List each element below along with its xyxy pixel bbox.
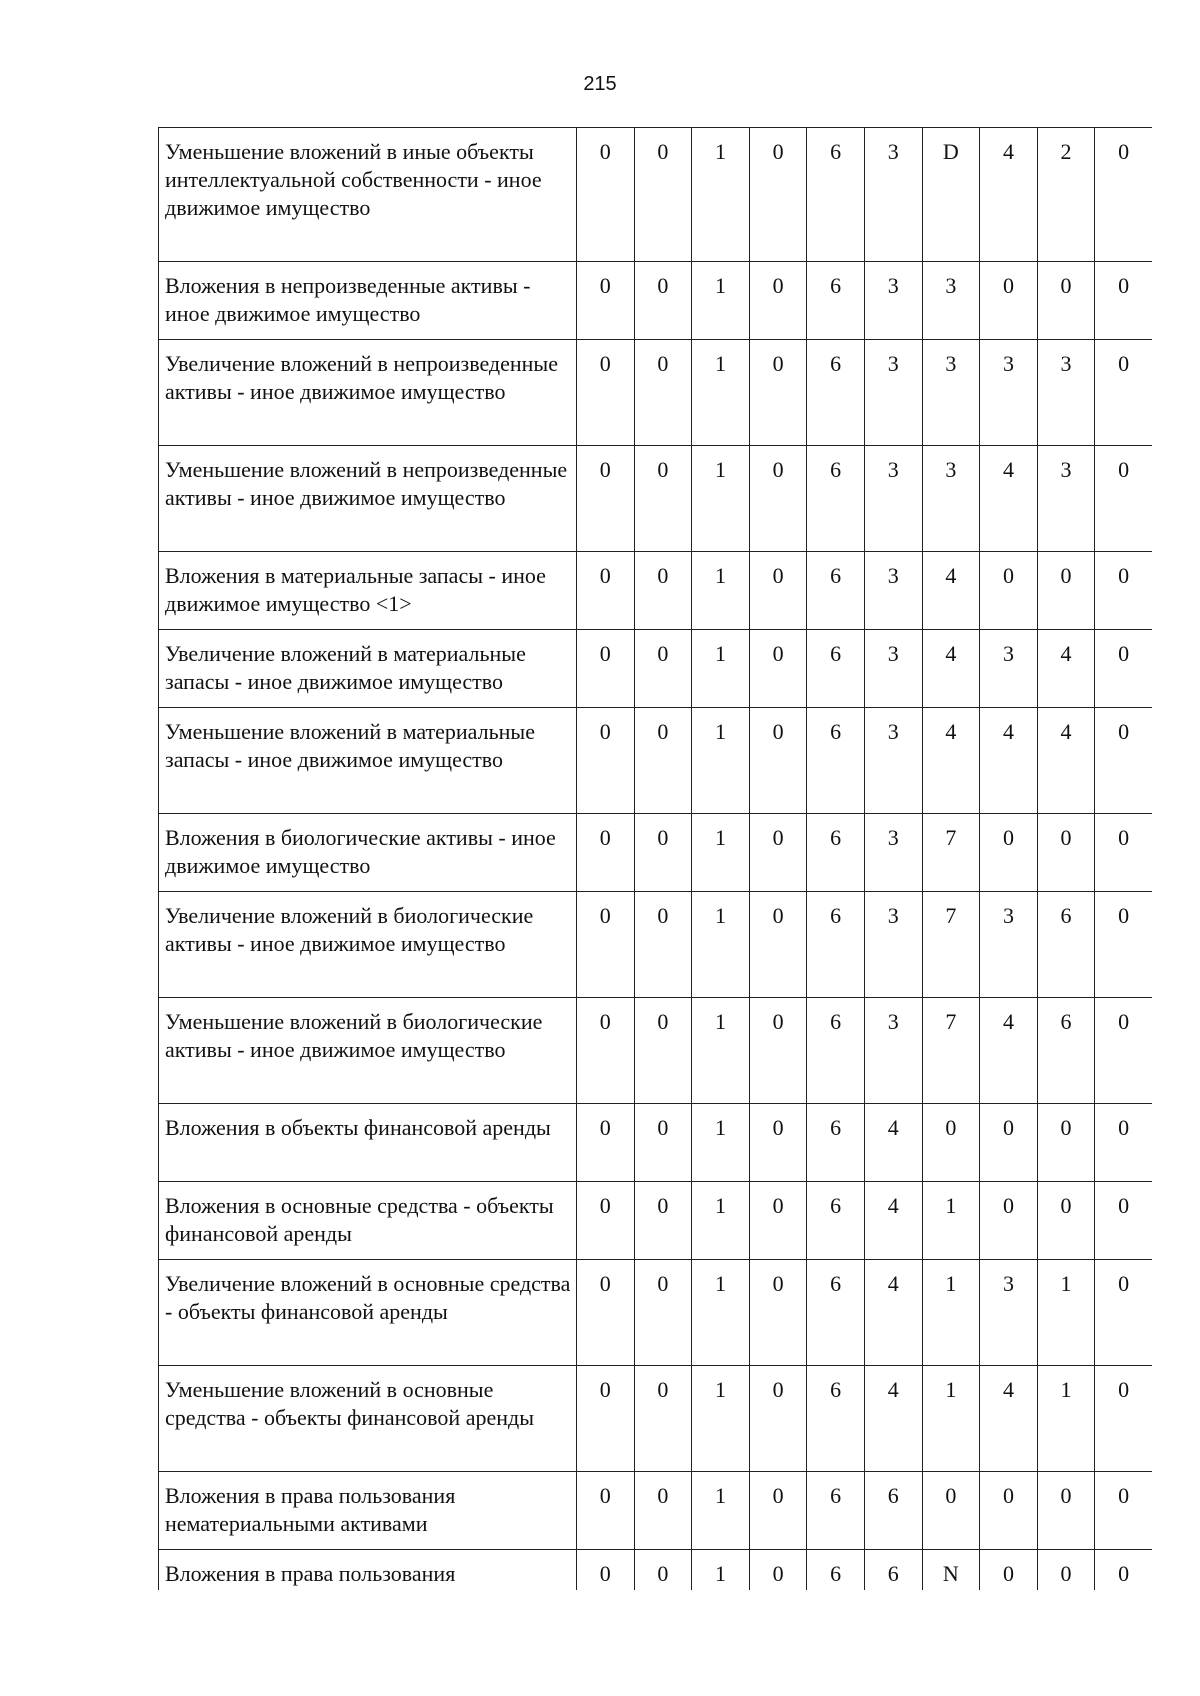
table-row (159, 1104, 1153, 1182)
code-digit-3: 1 (692, 1260, 750, 1366)
table-row (159, 1260, 1153, 1366)
code-digit-5: 6 (807, 708, 865, 814)
code-digit-9: 0 (1037, 814, 1095, 892)
code-digit-4: 0 (749, 128, 807, 262)
code-digit-8: 3 (980, 340, 1038, 446)
code-digit-7: 0 (922, 1472, 980, 1550)
code-digit-6: 3 (864, 998, 922, 1104)
code-digit-7: 7 (922, 814, 980, 892)
code-digit-8: 4 (980, 998, 1038, 1104)
code-digit-5: 6 (807, 128, 865, 262)
code-digit-2: 0 (634, 552, 692, 630)
code-digit-3: 1 (692, 998, 750, 1104)
code-digit-7: 0 (922, 1104, 980, 1182)
code-digit-9: 1 (1037, 1260, 1095, 1366)
code-digit-6: 3 (864, 708, 922, 814)
table-row (159, 262, 1153, 340)
code-digit-2: 0 (634, 708, 692, 814)
row-description: Уменьшение вложений в иные объекты интеллектуальной собственности - иное движимое имущество (159, 128, 577, 262)
code-digit-9: 0 (1037, 1104, 1095, 1182)
code-digit-4: 0 (749, 1260, 807, 1366)
code-digit-10: 0 (1095, 262, 1152, 340)
code-digit-3: 1 (692, 1104, 750, 1182)
table-row (159, 1472, 1153, 1550)
row-description: Вложения в биологические активы - иное движимое имущество (159, 814, 577, 892)
code-digit-2: 0 (634, 998, 692, 1104)
code-digit-5: 6 (807, 262, 865, 340)
code-digit-1: 0 (577, 1550, 635, 1591)
code-digit-6: 3 (864, 446, 922, 552)
code-digit-9: 0 (1037, 1550, 1095, 1591)
code-digit-7: 3 (922, 446, 980, 552)
code-digit-6: 3 (864, 892, 922, 998)
code-digit-5: 6 (807, 1550, 865, 1591)
row-description: Уменьшение вложений в непроизведенные активы - иное движимое имущество (159, 446, 577, 552)
code-digit-5: 6 (807, 1366, 865, 1472)
code-digit-9: 3 (1037, 446, 1095, 552)
account-codes-table (158, 127, 1152, 1590)
code-digit-3: 1 (692, 892, 750, 998)
code-digit-9: 1 (1037, 1366, 1095, 1472)
table-row (159, 1550, 1153, 1591)
code-digit-10: 0 (1095, 552, 1152, 630)
code-digit-8: 4 (980, 1366, 1038, 1472)
code-digit-3: 1 (692, 446, 750, 552)
code-digit-2: 0 (634, 262, 692, 340)
code-digit-4: 0 (749, 1472, 807, 1550)
code-digit-9: 0 (1037, 1182, 1095, 1260)
code-digit-5: 6 (807, 1472, 865, 1550)
code-digit-6: 3 (864, 340, 922, 446)
row-description: Уменьшение вложений в основные средства - объекты финансовой аренды (159, 1366, 577, 1472)
code-digit-2: 0 (634, 340, 692, 446)
table-row (159, 630, 1153, 708)
code-digit-8: 0 (980, 814, 1038, 892)
code-digit-2: 0 (634, 1472, 692, 1550)
code-digit-8: 0 (980, 262, 1038, 340)
code-digit-1: 0 (577, 262, 635, 340)
code-digit-7: 1 (922, 1260, 980, 1366)
code-digit-1: 0 (577, 552, 635, 630)
code-digit-5: 6 (807, 998, 865, 1104)
code-digit-9: 0 (1037, 1472, 1095, 1550)
code-digit-8: 3 (980, 1260, 1038, 1366)
table-row (159, 892, 1153, 998)
row-description: Увеличение вложений в биологические активы - иное движимое имущество (159, 892, 577, 998)
table-body (159, 128, 1153, 1591)
code-digit-9: 3 (1037, 340, 1095, 446)
code-digit-8: 4 (980, 446, 1038, 552)
code-digit-7: 3 (922, 340, 980, 446)
code-digit-10: 0 (1095, 128, 1152, 262)
code-digit-10: 0 (1095, 1260, 1152, 1366)
row-description: Вложения в объекты финансовой аренды (159, 1104, 577, 1182)
code-digit-9: 0 (1037, 262, 1095, 340)
code-digit-7: D (922, 128, 980, 262)
code-digit-4: 0 (749, 630, 807, 708)
code-digit-9: 6 (1037, 892, 1095, 998)
code-digit-5: 6 (807, 1104, 865, 1182)
code-digit-3: 1 (692, 1472, 750, 1550)
table-row (159, 446, 1153, 552)
code-digit-8: 0 (980, 1104, 1038, 1182)
code-digit-7: 3 (922, 262, 980, 340)
code-digit-4: 0 (749, 814, 807, 892)
code-digit-10: 0 (1095, 998, 1152, 1104)
code-digit-3: 1 (692, 552, 750, 630)
code-digit-2: 0 (634, 1260, 692, 1366)
code-digit-9: 0 (1037, 552, 1095, 630)
row-description: Увеличение вложений в основные средства - объекты финансовой аренды (159, 1260, 577, 1366)
table-row (159, 708, 1153, 814)
row-description: Увеличение вложений в непроизведенные активы - иное движимое имущество (159, 340, 577, 446)
code-digit-6: 6 (864, 1550, 922, 1591)
code-digit-9: 6 (1037, 998, 1095, 1104)
code-digit-10: 0 (1095, 340, 1152, 446)
code-digit-3: 1 (692, 128, 750, 262)
code-digit-4: 0 (749, 1550, 807, 1591)
code-digit-3: 1 (692, 1182, 750, 1260)
code-digit-4: 0 (749, 340, 807, 446)
code-digit-1: 0 (577, 1260, 635, 1366)
row-description: Вложения в материальные запасы - иное движимое имущество <1> (159, 552, 577, 630)
row-description: Вложения в непроизведенные активы - иное движимое имущество (159, 262, 577, 340)
code-digit-3: 1 (692, 340, 750, 446)
code-digit-3: 1 (692, 1550, 750, 1591)
code-digit-8: 0 (980, 552, 1038, 630)
code-digit-5: 6 (807, 446, 865, 552)
code-digit-10: 0 (1095, 446, 1152, 552)
table-row (159, 1366, 1153, 1472)
code-digit-2: 0 (634, 814, 692, 892)
code-digit-8: 0 (980, 1182, 1038, 1260)
code-digit-6: 3 (864, 814, 922, 892)
code-digit-4: 0 (749, 892, 807, 998)
row-description: Уменьшение вложений в биологические активы - иное движимое имущество (159, 998, 577, 1104)
code-digit-2: 0 (634, 630, 692, 708)
code-digit-3: 1 (692, 814, 750, 892)
code-digit-1: 0 (577, 630, 635, 708)
code-digit-1: 0 (577, 892, 635, 998)
code-digit-10: 0 (1095, 892, 1152, 998)
account-codes-table-container (158, 127, 1152, 1590)
code-digit-7: 4 (922, 552, 980, 630)
code-digit-2: 0 (634, 1104, 692, 1182)
code-digit-1: 0 (577, 1472, 635, 1550)
code-digit-4: 0 (749, 708, 807, 814)
code-digit-5: 6 (807, 892, 865, 998)
code-digit-6: 4 (864, 1366, 922, 1472)
code-digit-7: N (922, 1550, 980, 1591)
code-digit-1: 0 (577, 998, 635, 1104)
code-digit-10: 0 (1095, 1550, 1152, 1591)
code-digit-1: 0 (577, 446, 635, 552)
code-digit-5: 6 (807, 340, 865, 446)
code-digit-4: 0 (749, 1366, 807, 1472)
code-digit-9: 4 (1037, 708, 1095, 814)
code-digit-7: 4 (922, 630, 980, 708)
code-digit-1: 0 (577, 1366, 635, 1472)
code-digit-3: 1 (692, 630, 750, 708)
code-digit-2: 0 (634, 446, 692, 552)
code-digit-5: 6 (807, 630, 865, 708)
row-description: Вложения в основные средства - объекты финансовой аренды (159, 1182, 577, 1260)
code-digit-8: 4 (980, 708, 1038, 814)
code-digit-6: 4 (864, 1182, 922, 1260)
code-digit-8: 3 (980, 892, 1038, 998)
table-row (159, 1182, 1153, 1260)
code-digit-10: 0 (1095, 708, 1152, 814)
code-digit-5: 6 (807, 814, 865, 892)
table-row (159, 814, 1153, 892)
code-digit-7: 1 (922, 1182, 980, 1260)
row-description: Вложения в права пользования (159, 1550, 577, 1591)
code-digit-7: 7 (922, 998, 980, 1104)
code-digit-5: 6 (807, 1182, 865, 1260)
row-description: Вложения в права пользования нематериальными активами (159, 1472, 577, 1550)
code-digit-2: 0 (634, 128, 692, 262)
table-row (159, 128, 1153, 262)
code-digit-6: 3 (864, 128, 922, 262)
code-digit-8: 0 (980, 1550, 1038, 1591)
code-digit-1: 0 (577, 1104, 635, 1182)
code-digit-6: 3 (864, 552, 922, 630)
code-digit-10: 0 (1095, 1472, 1152, 1550)
row-description: Уменьшение вложений в материальные запасы - иное движимое имущество (159, 708, 577, 814)
code-digit-4: 0 (749, 1182, 807, 1260)
code-digit-10: 0 (1095, 630, 1152, 708)
table-row (159, 998, 1153, 1104)
code-digit-6: 3 (864, 262, 922, 340)
table-row (159, 340, 1153, 446)
page-number: 215 (583, 73, 617, 95)
code-digit-1: 0 (577, 1182, 635, 1260)
code-digit-6: 6 (864, 1472, 922, 1550)
code-digit-7: 4 (922, 708, 980, 814)
code-digit-4: 0 (749, 1104, 807, 1182)
code-digit-9: 4 (1037, 630, 1095, 708)
code-digit-1: 0 (577, 340, 635, 446)
table-row (159, 552, 1153, 630)
code-digit-9: 2 (1037, 128, 1095, 262)
code-digit-3: 1 (692, 262, 750, 340)
code-digit-5: 6 (807, 1260, 865, 1366)
code-digit-8: 3 (980, 630, 1038, 708)
code-digit-10: 0 (1095, 814, 1152, 892)
code-digit-7: 1 (922, 1366, 980, 1472)
code-digit-4: 0 (749, 998, 807, 1104)
code-digit-7: 7 (922, 892, 980, 998)
code-digit-3: 1 (692, 1366, 750, 1472)
code-digit-1: 0 (577, 814, 635, 892)
code-digit-6: 3 (864, 630, 922, 708)
code-digit-4: 0 (749, 262, 807, 340)
code-digit-2: 0 (634, 1550, 692, 1591)
code-digit-3: 1 (692, 708, 750, 814)
code-digit-2: 0 (634, 1366, 692, 1472)
code-digit-5: 6 (807, 552, 865, 630)
code-digit-10: 0 (1095, 1104, 1152, 1182)
code-digit-10: 0 (1095, 1182, 1152, 1260)
code-digit-4: 0 (749, 446, 807, 552)
code-digit-8: 4 (980, 128, 1038, 262)
code-digit-2: 0 (634, 892, 692, 998)
code-digit-1: 0 (577, 128, 635, 262)
code-digit-1: 0 (577, 708, 635, 814)
row-description: Увеличение вложений в материальные запасы - иное движимое имущество (159, 630, 577, 708)
code-digit-10: 0 (1095, 1366, 1152, 1472)
code-digit-4: 0 (749, 552, 807, 630)
code-digit-6: 4 (864, 1260, 922, 1366)
code-digit-6: 4 (864, 1104, 922, 1182)
code-digit-2: 0 (634, 1182, 692, 1260)
code-digit-8: 0 (980, 1472, 1038, 1550)
